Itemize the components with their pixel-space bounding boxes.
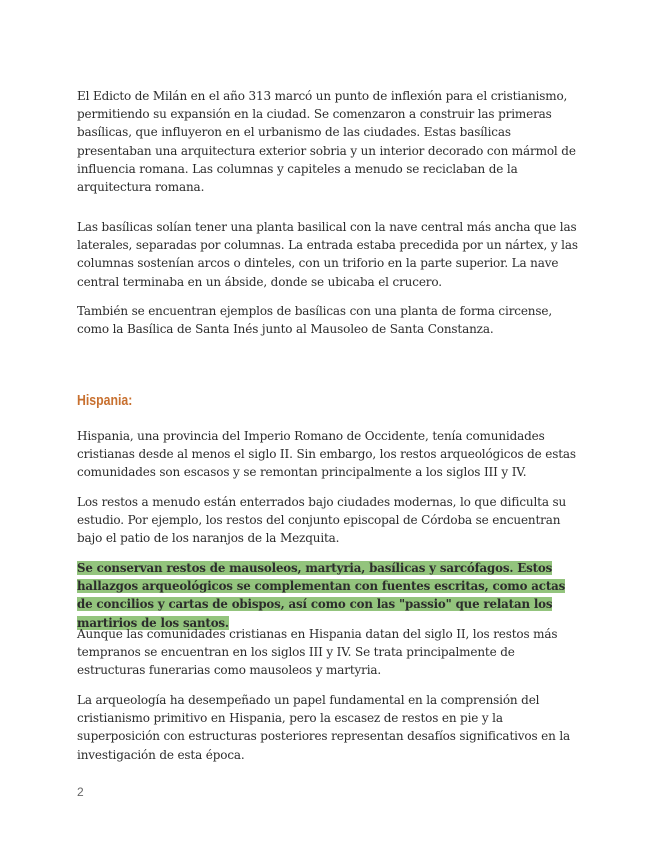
paragraph-planta-basilical: Las basílicas solían tener una planta basilical con la nave central más ancha que las laterales, separadas por columnas. La entrada estaba precedida por un nártex, y las columnas sostenían arcos o dinteles, con un triforio en la parte superior. La nave central terminaba en un ábside, donde se ubicaba el crucero. — [77, 220, 578, 289]
paragraph-comunidades-cristianas: Aunque las comunidades cristianas en Hispania datan del siglo II, los restos más tempranos se encuentran en los siglos III y IV. Se trata principalmente de estructuras funerarias como mausoleos y martyria. — [77, 627, 558, 678]
section-heading-hispania: Hispania: — [77, 392, 133, 409]
paragraph-arqueologia: La arqueología ha desempeñado un papel fundamental en la comprensión del cristianismo primitivo en Hispania, pero la escasez de restos en pie y la superposición con estructuras posteriores representan desafíos significativos en la investigación de esta época. — [77, 693, 571, 762]
page-number: 2 — [77, 785, 84, 799]
highlighted-text: Se conservan restos de mausoleos, martyria, basílicas y sarcófagos. Estos hallazgos arqueológicos se complementan con fuentes escritas, como actas de concilios y cartas de obispos, así como con las "passio" que relatan los martirios de los santos. — [77, 561, 566, 630]
paragraph-restos-enterrados: Los restos a menudo están enterrados bajo ciudades modernas, lo que dificulta su estudio. Por ejemplo, los restos del conjunto episcopal de Córdoba se encuentran bajo el patio de los naranjos de la Mezquita. — [77, 495, 567, 546]
paragraph-hispania-intro: Hispania, una provincia del Imperio Romano de Occidente, tenía comunidades cristianas desde al menos el siglo II. Sin embargo, los restos arqueológicos de estas comunidades son escasos y se remontan principalmente a los siglos III y IV. — [77, 429, 576, 480]
paragraph-highlighted-restos — [77, 559, 582, 632]
paragraph-edicto-milan: El Edicto de Milán en el año 313 marcó un punto de inflexión para el cristianismo, permitiendo su expansión en la ciudad. Se comenzaron a construir las primeras basílicas, que influyeron en el urbanismo de las ciudades. Estas basílicas presentaban una arquitectura exterior sobria y un interior decorado con mármol de influencia romana. Las columnas y capiteles a menudo se reciclaban de la arquitectura romana. — [77, 89, 576, 195]
paragraph-planta-circense: También se encuentran ejemplos de basílicas con una planta de forma circense, como la Basílica de Santa Inés junto al Mausoleo de Santa Constanza. — [77, 304, 553, 337]
